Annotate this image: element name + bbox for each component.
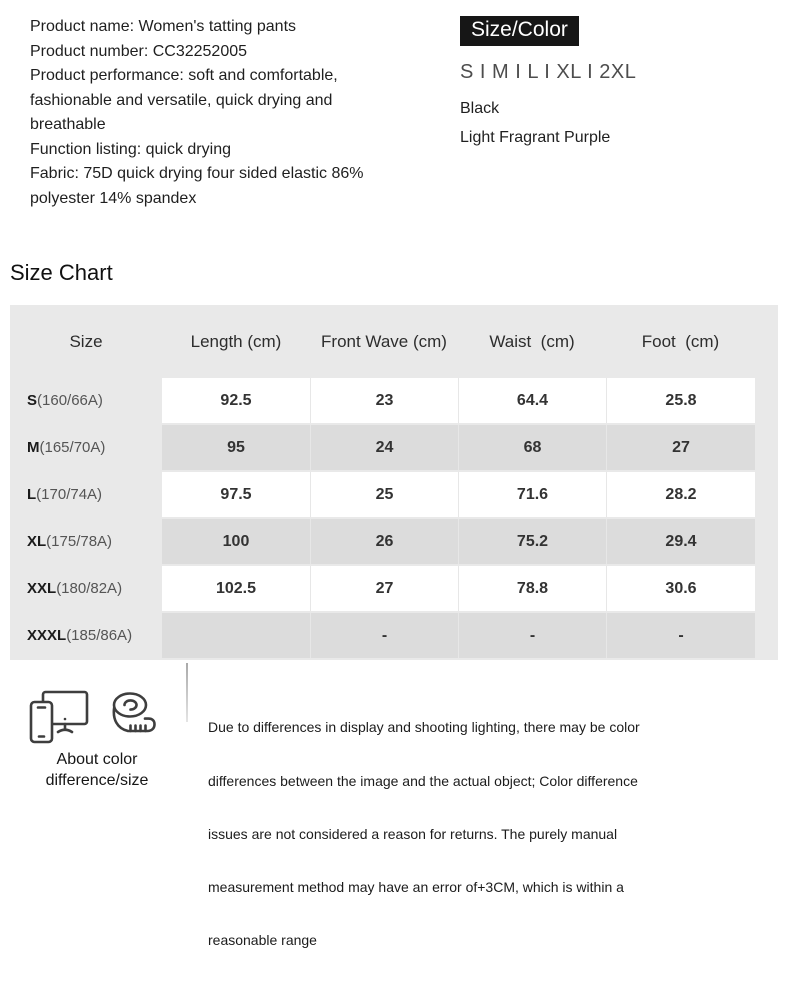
size-chart-title: Size Chart xyxy=(10,260,113,285)
size-label xyxy=(10,566,162,611)
size-label xyxy=(10,378,162,423)
cell-front-wave: - xyxy=(310,613,458,658)
table-row xyxy=(10,378,778,423)
disclaimer-line: Due to differences in display and shooting lighting, there may be color xyxy=(208,719,640,736)
cell-length xyxy=(162,613,310,658)
product-info-line: Function listing: quick drying xyxy=(30,140,231,158)
product-info-line: polyester 14% spandex xyxy=(30,189,197,207)
cell-length: 95 xyxy=(162,425,310,470)
devices-icon xyxy=(27,688,91,748)
column-header-waist: Waist (cm) xyxy=(489,331,575,351)
product-info-line: fashionable and versatile, quick drying and xyxy=(30,91,333,109)
product-info-line: Fabric: 75D quick drying four sided elastic 86% xyxy=(30,165,364,182)
size-code: S xyxy=(27,392,38,409)
cell-front-wave: 26 xyxy=(310,519,458,564)
size-options-line: S I M I L I XL I 2XL xyxy=(460,61,637,83)
size-code: M xyxy=(27,439,40,456)
product-info xyxy=(30,15,364,211)
cell-front-wave: 25 xyxy=(310,472,458,517)
color-option-light-fragrant-purple: Light Fragrant Purple xyxy=(460,129,611,146)
size-color-badge: Size/Color xyxy=(460,16,579,46)
size-code: XXXL xyxy=(27,627,67,644)
cell-waist: 75.2 xyxy=(458,519,606,564)
caption-line: About color xyxy=(56,751,138,768)
table-row xyxy=(10,519,778,564)
size-detail: (175/78A) xyxy=(46,533,113,550)
size-code: XL xyxy=(27,533,47,550)
cell-length: 92.5 xyxy=(162,378,310,423)
cell-waist: 71.6 xyxy=(458,472,606,517)
disclaimer-line: issues are not considered a reason for returns. The purely manual xyxy=(208,825,618,842)
cell-foot: 29.4 xyxy=(606,519,755,564)
column-header-foot: Foot (cm) xyxy=(641,331,720,351)
icons-caption xyxy=(18,749,176,791)
size-label xyxy=(10,425,162,470)
column-header-front-wave: Front Wave (cm) xyxy=(321,331,447,351)
product-info-line: Product performance: soft and comfortable, xyxy=(30,67,338,84)
cell-waist: 78.8 xyxy=(458,566,606,611)
cell-length: 100 xyxy=(162,519,310,564)
size-color-section xyxy=(460,16,636,148)
measuring-tape-icon xyxy=(101,690,159,746)
cell-foot: 28.2 xyxy=(606,472,755,517)
size-detail: (160/66A) xyxy=(37,392,103,409)
cell-foot: 25.8 xyxy=(606,378,755,423)
disclaimer-line: measurement method may have an error of+3CM, which is within a xyxy=(208,878,624,895)
size-label xyxy=(10,472,162,517)
size-label xyxy=(10,519,162,564)
table-row xyxy=(10,613,778,658)
cell-foot: 30.6 xyxy=(606,566,755,611)
product-info-line: Product number: CC32252005 xyxy=(30,42,248,60)
cell-waist: 68 xyxy=(458,425,606,470)
size-code: XXL xyxy=(27,580,57,597)
cell-waist: - xyxy=(458,613,606,658)
cell-foot: - xyxy=(606,613,755,658)
size-chart-table xyxy=(10,305,778,660)
cell-front-wave: 23 xyxy=(310,378,458,423)
size-label xyxy=(10,613,162,658)
table-row xyxy=(10,472,778,517)
size-detail: (185/86A) xyxy=(66,627,133,644)
cell-length: 97.5 xyxy=(162,472,310,517)
caption-line: difference/size xyxy=(45,772,149,789)
product-info-line: breathable xyxy=(30,116,106,133)
cell-front-wave: 27 xyxy=(310,566,458,611)
column-header-length: Length (cm) xyxy=(190,331,282,351)
disclaimer-line: reasonable range xyxy=(208,931,317,948)
cell-length: 102.5 xyxy=(162,566,310,611)
table-row xyxy=(10,566,778,611)
cell-foot: 27 xyxy=(606,425,755,470)
table-header-row xyxy=(10,305,778,378)
size-detail: (170/74A) xyxy=(36,486,103,503)
cell-front-wave: 24 xyxy=(310,425,458,470)
column-header-size: Size xyxy=(69,331,103,351)
disclaimer-text xyxy=(208,684,640,985)
size-detail: (180/82A) xyxy=(56,580,123,597)
disclaimer-line: differences between the image and the actual object; Color difference xyxy=(208,772,638,789)
cell-waist: 64.4 xyxy=(458,378,606,423)
vertical-divider xyxy=(186,663,188,722)
size-detail: (165/70A) xyxy=(39,439,106,456)
size-code: L xyxy=(27,486,37,503)
table-row xyxy=(10,425,778,470)
color-option-black: Black xyxy=(460,100,500,117)
product-info-line: Product name: Women's tatting pants xyxy=(30,18,297,35)
